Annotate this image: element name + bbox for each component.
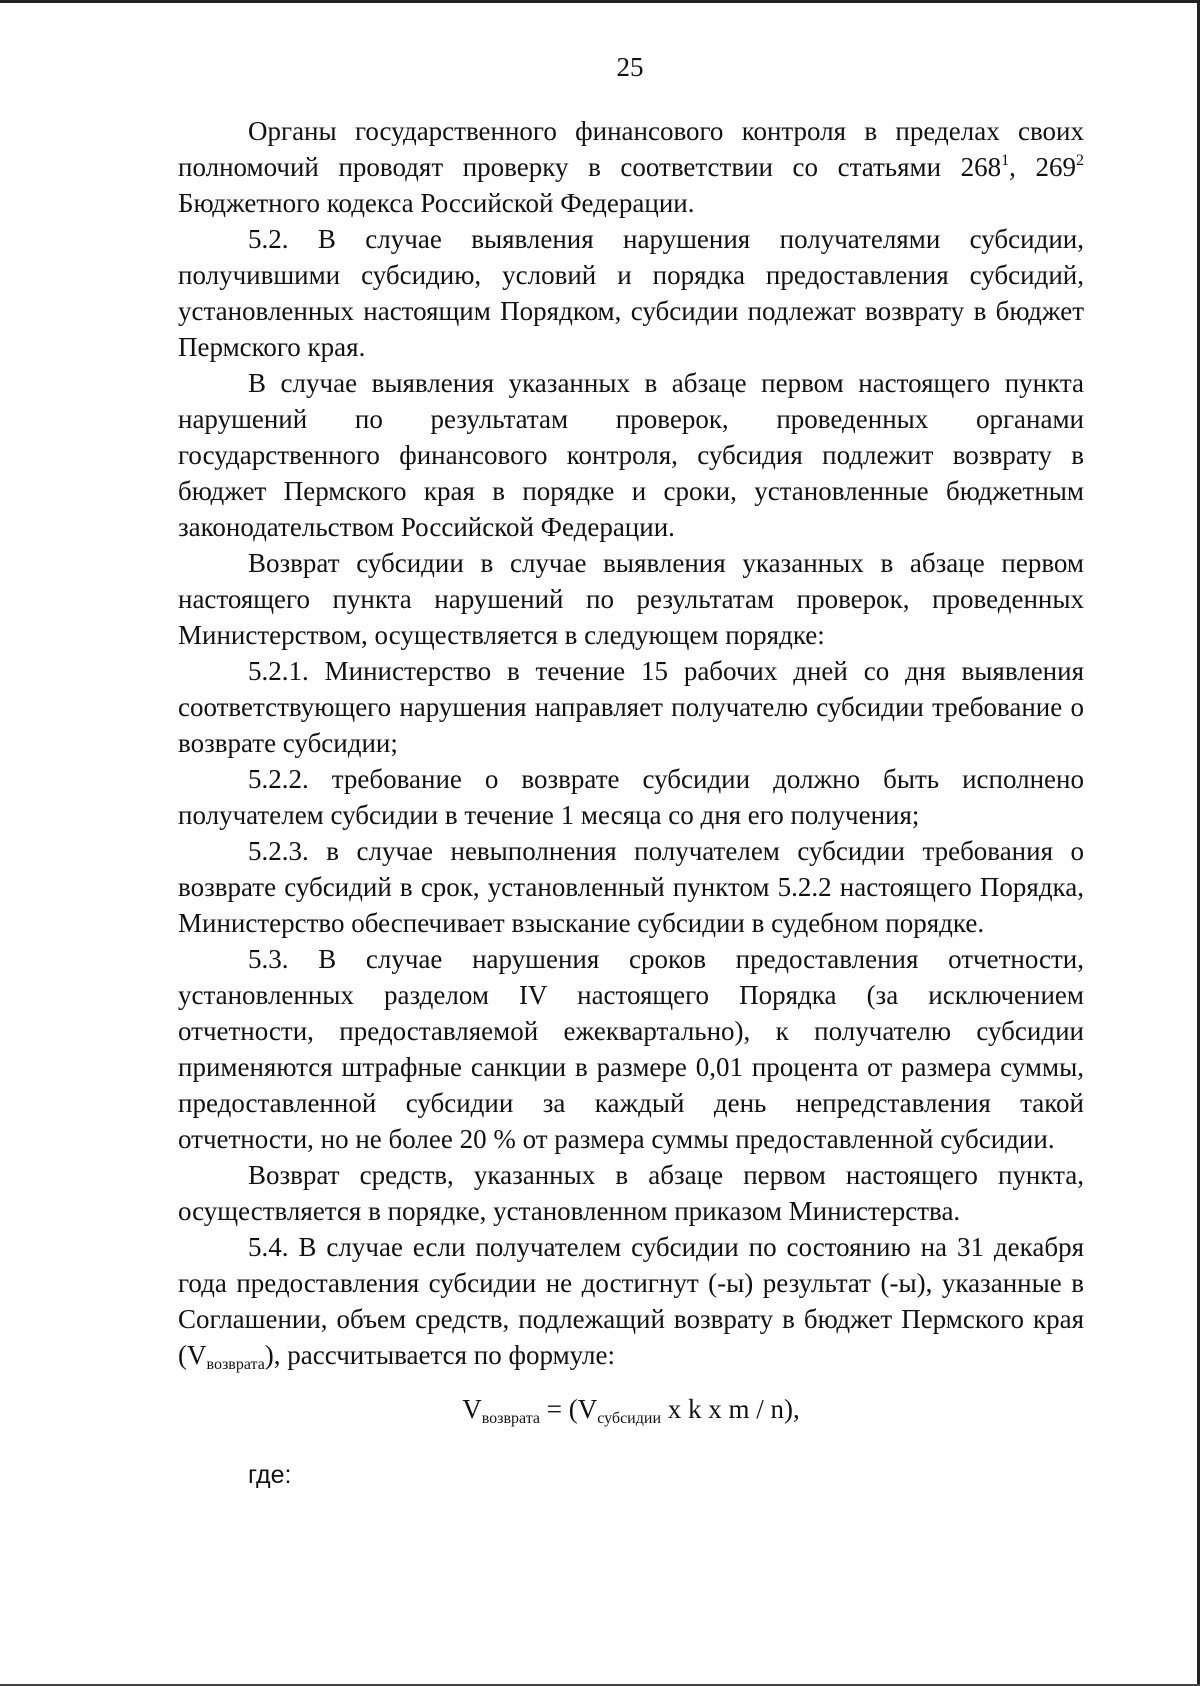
- formula-subscript: возврата: [481, 1410, 541, 1427]
- paragraph-5-2-3: 5.2.3. в случае невыполнения получателем субсидии требования о возврате субсидий в срок, установленный пунктом 5.2.2 настоящего Порядка, Министерство обеспечивает взыскание субсидии в судебном порядке.: [178, 836, 1084, 938]
- paragraph-text: 5.4. В случае если получателем субсидии по состоянию на 31 декабря года предоставления субсидии не достигнут (-ы) результат (-ы), указанные в Соглашении, объем средств, подлежащий возврату в бюджет Пермского края (V: [178, 1232, 1084, 1370]
- superscript: 1: [1001, 152, 1010, 169]
- document-body: [178, 113, 1084, 1493]
- formula: [178, 1391, 1084, 1427]
- subscript: возврата: [206, 1356, 265, 1373]
- paragraph-text: Органы государственного финансового контроля в пределах своих полномочий проводят проверку в соответствии со статьями 268: [178, 116, 1084, 182]
- scan-edge-top: [0, 0, 1200, 3]
- page-number: 25: [616, 52, 644, 82]
- superscript: 2: [1076, 152, 1085, 169]
- paragraph-return-order: Возврат субсидии в случае выявления указанных в абзаце первом настоящего пункта нарушений по результатам проверок, проведенных Министерством, осуществляется в следующем порядке:: [178, 548, 1084, 650]
- where-label: где:: [248, 1461, 292, 1489]
- paragraph-5-3: 5.3. В случае нарушения сроков предоставления отчетности, установленных разделом IV настоящего Порядка (за исключением отчетности, предоставляемой ежеквартально), к получателю субсидии применяются штрафные санкции в размере 0,01 процента от размера суммы, предоставленной субсидии за каждый день непредставления такой отчетности, но не более 20 % от размера суммы предоставленной субсидии.: [178, 944, 1084, 1154]
- formula-subscript: субсидии: [597, 1410, 661, 1427]
- paragraph-return-funds: Возврат средств, указанных в абзаце первом настоящего пункта, осуществляется в порядке, установленном приказом Министерства.: [178, 1160, 1084, 1226]
- paragraph-text: ), рассчитывается по формуле:: [264, 1340, 615, 1370]
- paragraph-5-2-2: 5.2.2. требование о возврате субсидии должно быть исполнено получателем субсидии в течение 1 месяца со дня его получения;: [178, 764, 1084, 830]
- formula-part: V: [462, 1394, 482, 1424]
- paragraph-5-2-1: 5.2.1. Министерство в течение 15 рабочих дней со дня выявления соответствующего нарушения направляет получателю субсидии требование о возврате субсидии;: [178, 656, 1084, 758]
- paragraph-violations-control: В случае выявления указанных в абзаце первом настоящего пункта нарушений по результатам проверок, проведенных органами государственного финансового контроля, субсидия подлежит возврату в бюджет Пермского края в порядке и сроки, установленные бюджетным законодательством Российской Федерации.: [178, 368, 1084, 542]
- paragraph-control-bodies: [178, 113, 1084, 221]
- paragraph-5-4: [178, 1229, 1084, 1373]
- paragraph-5-2: 5.2. В случае выявления нарушения получателями субсидии, получившими субсидию, условий и порядка предоставления субсидий, установленных настоящим Порядком, субсидии подлежат возврату в бюджет Пермского края.: [178, 224, 1084, 362]
- paragraph-text: , 269: [1009, 152, 1077, 182]
- paragraph-text: Бюджетного кодекса Российской Федерации.: [178, 188, 695, 218]
- formula-part: x k x m / n),: [661, 1394, 800, 1424]
- formula-part: = (V: [540, 1394, 598, 1424]
